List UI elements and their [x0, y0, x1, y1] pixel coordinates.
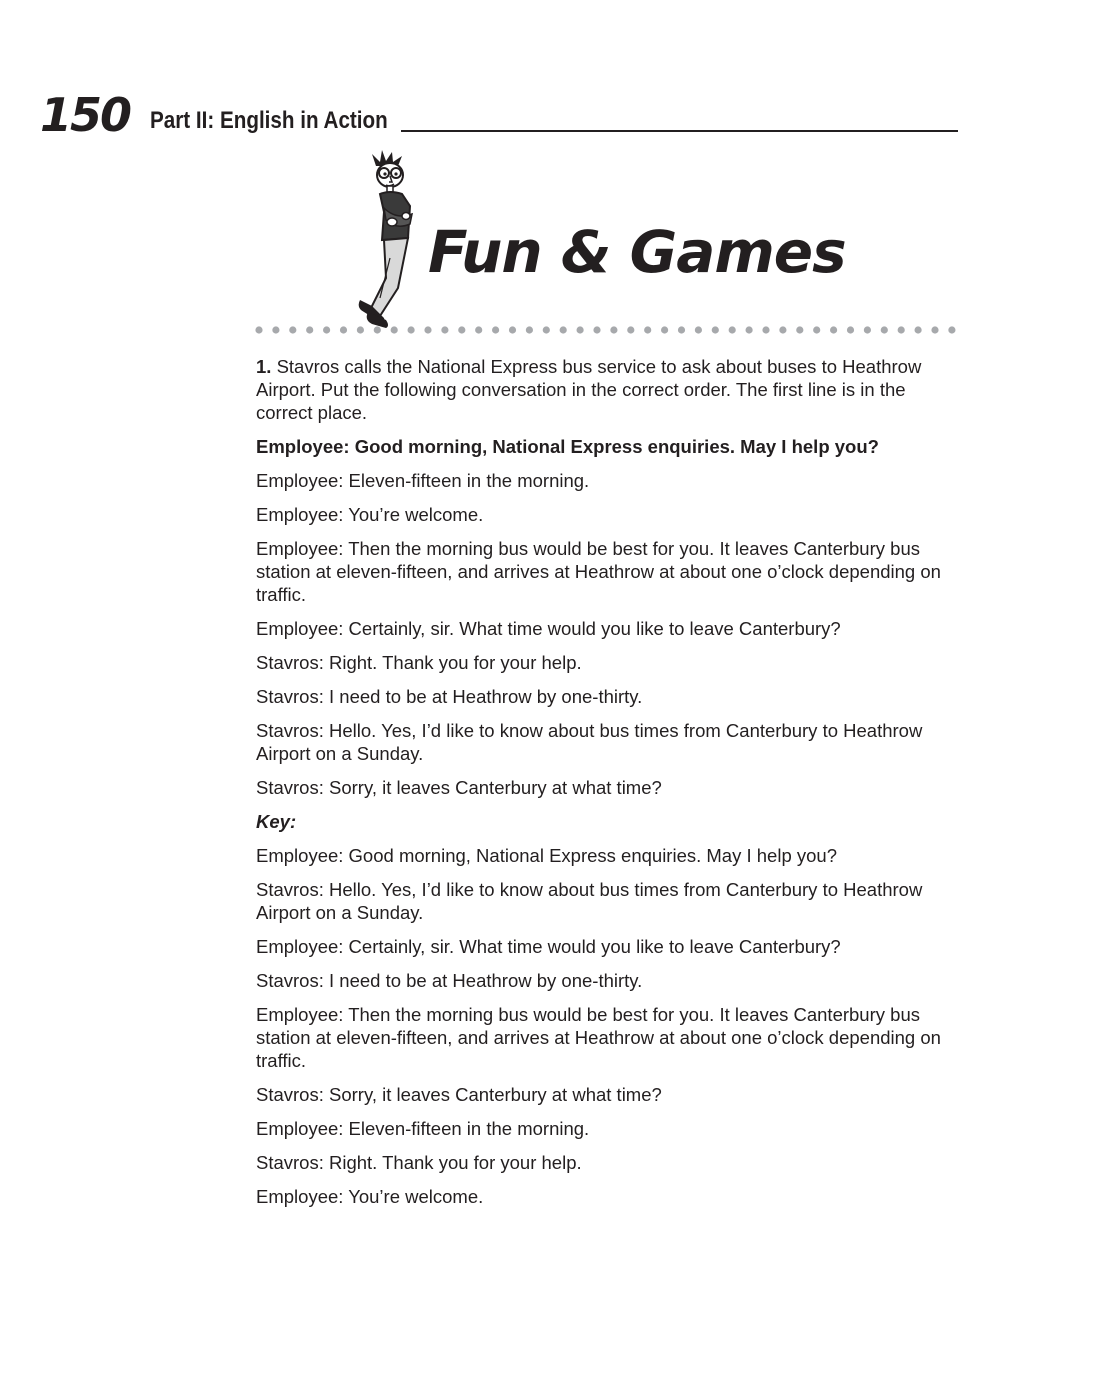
dialogue-line: Stavros: I need to be at Heathrow by one-thirty. [256, 686, 643, 707]
for-dummies-guy-icon [350, 148, 430, 328]
first-line: Employee: Good morning, National Express enquiries. May I help you? [256, 436, 879, 457]
key-line: Employee: You’re welcome. [256, 1186, 484, 1207]
part-title: Part II: English in Action [150, 107, 388, 134]
key-line: Employee: Then the morning bus would be best for you. It leaves Canterbury bus station at eleven-fifteen, and arrives at Heathrow at about one o’clock depending on traffic. [256, 1004, 941, 1071]
key-line: Employee: Eleven-fifteen in the morning. [256, 1118, 590, 1139]
dialogue-line: Employee: You’re welcome. [256, 504, 484, 525]
dotted-divider [254, 325, 959, 335]
exercise-instructions [256, 355, 960, 424]
exercise-content [256, 355, 960, 1219]
dialogue-line: Stavros: Sorry, it leaves Canterbury at what time? [256, 777, 662, 798]
dialogue-line: Stavros: Right. Thank you for your help. [256, 652, 582, 673]
header-rule [401, 130, 958, 132]
page-number: 150 [40, 88, 131, 142]
key-line: Employee: Certainly, sir. What time would you like to leave Canterbury? [256, 936, 841, 957]
dialogue-line: Stavros: Hello. Yes, I’d like to know about bus times from Canterbury to Heathrow Airport on a Sunday. [256, 720, 923, 764]
dialogue-line: Employee: Certainly, sir. What time would you like to leave Canterbury? [256, 618, 841, 639]
key-line: Stavros: Sorry, it leaves Canterbury at what time? [256, 1084, 662, 1105]
exercise-number: 1. [256, 356, 272, 377]
dialogue-line: Employee: Then the morning bus would be best for you. It leaves Canterbury bus station at eleven-fifteen, and arrives at Heathrow at about one o’clock depending on traffic. [256, 538, 941, 605]
key-line: Stavros: Right. Thank you for your help. [256, 1152, 582, 1173]
instructions-text: Stavros calls the National Express bus service to ask about buses to Heathrow Airport. Put the following conversation in the correct order. The first line is in the correct place. [256, 356, 922, 423]
key-line: Stavros: Hello. Yes, I’d like to know about bus times from Canterbury to Heathrow Airport on a Sunday. [256, 879, 923, 923]
key-label: Key: [256, 811, 297, 832]
key-line: Stavros: I need to be at Heathrow by one-thirty. [256, 970, 643, 991]
section-title: Fun & Games [428, 218, 846, 286]
key-line: Employee: Good morning, National Express enquiries. May I help you? [256, 845, 837, 866]
dialogue-line: Employee: Eleven-fifteen in the morning. [256, 470, 590, 491]
